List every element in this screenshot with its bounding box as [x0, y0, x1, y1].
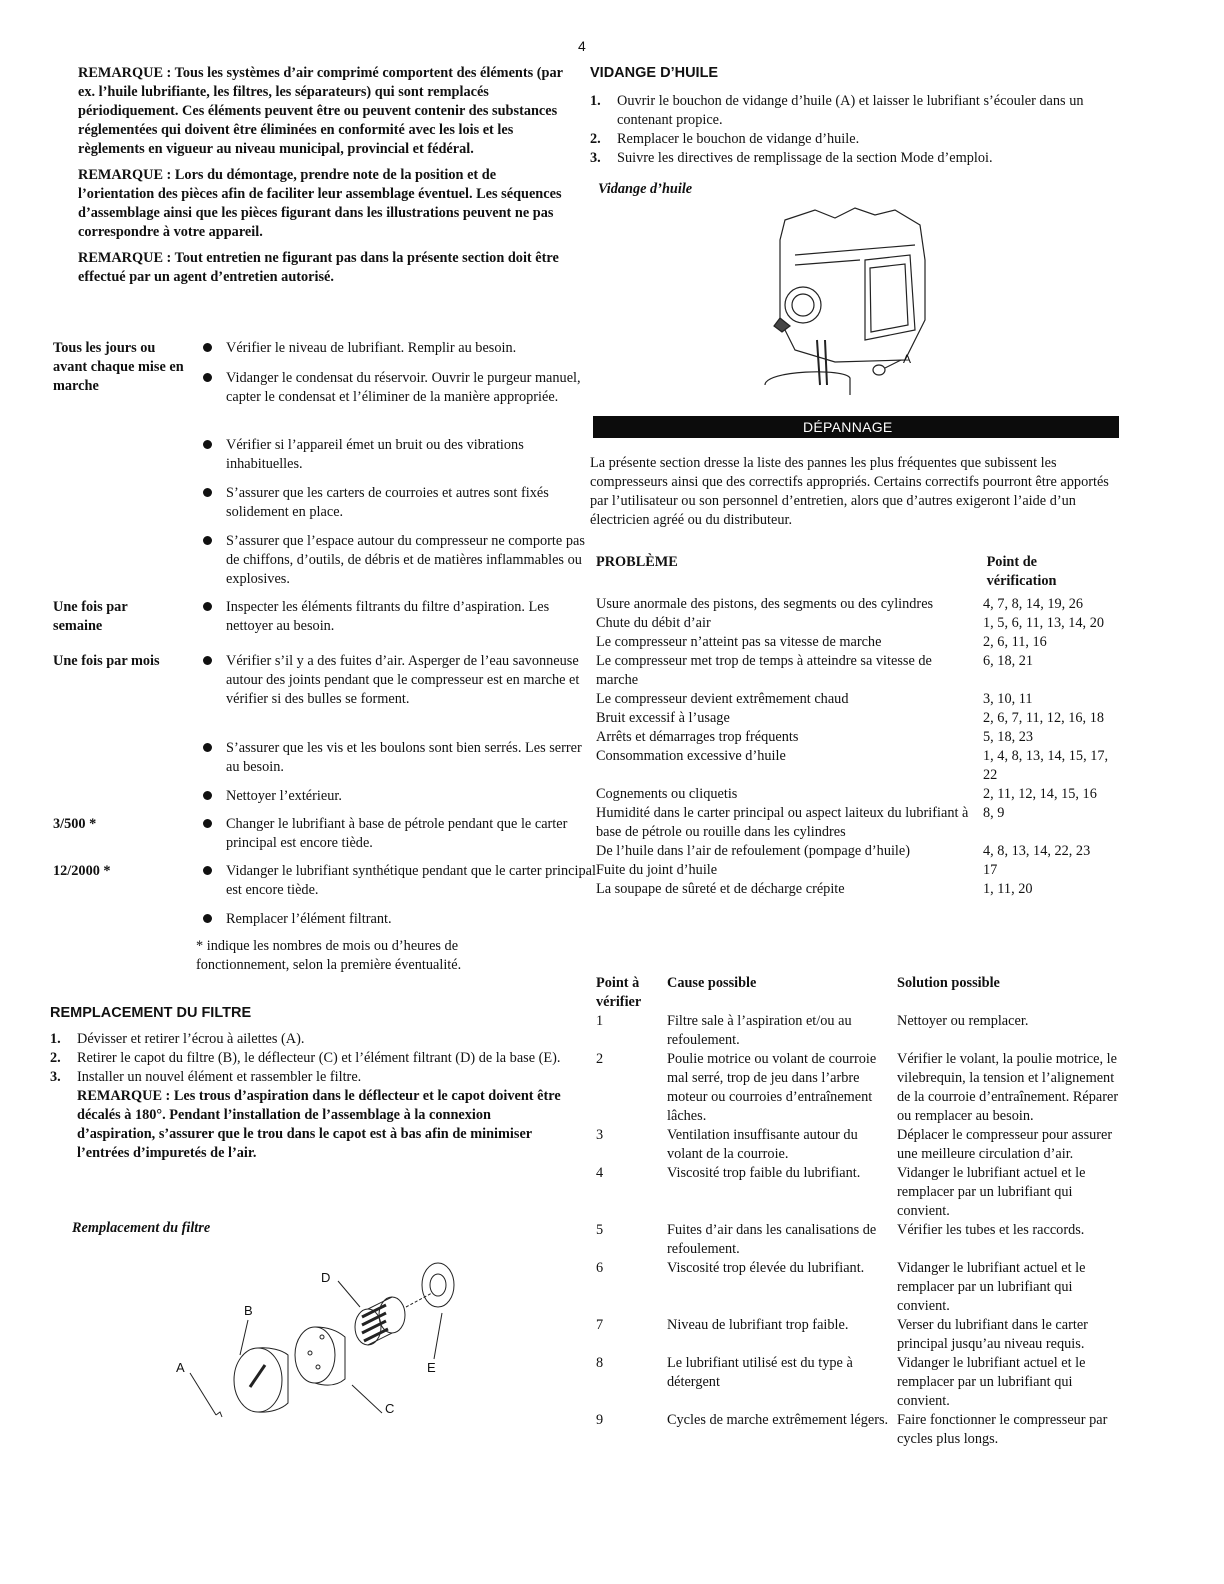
schedule-item: Vidanger le lubrifiant synthétique pendant que le carter principal est encore tiède. — [203, 862, 596, 900]
problem-check-points: 3, 10, 11 — [983, 691, 1033, 707]
solution-text: Vidanger le lubrifiant actuel et le remplacer par un lubrifiant qui convient. — [897, 1260, 1086, 1314]
figure-label-b: B — [244, 1303, 253, 1318]
drain-pan — [765, 372, 850, 395]
problem-check-points: 6, 18, 21 — [983, 653, 1034, 669]
cause-row — [596, 1012, 1126, 1050]
schedule-item: Vérifier si l’appareil émet un bruit ou des vibrations inhabituelles. — [203, 436, 596, 474]
filter-element — [355, 1297, 405, 1345]
cause-check-point: 3 — [596, 1127, 604, 1143]
filter-cap — [234, 1348, 282, 1412]
cause-row — [596, 1164, 1126, 1221]
oil-figure-caption: Vidange d’huile — [598, 181, 693, 197]
solution-text: Vérifier le volant, la poulie motrice, le vilebrequin, la tension et l’alignement de la courroie d’entraînement. Réparer ou remplacer au besoin. — [897, 1051, 1119, 1124]
filter-note: REMARQUE : Les trous d’aspiration dans le déflecteur et le capot doivent être décalés à 180°. Pendant l’installation de l’assemblage à la connexion d’aspiration, s’assurer que le trou dans le capot est à bas afin de minimiser l’entrées d’impuretés de l’air. — [77, 1088, 561, 1161]
sight-glass — [785, 287, 821, 323]
solution-text: Vidanger le lubrifiant actuel et le remplacer par un lubrifiant qui convient. — [897, 1165, 1086, 1219]
cause-text: Poulie motrice ou volant de courroie mal serré, trop de jeu dans l’arbre moteur ou courroies d’entraînement lâches. — [667, 1051, 877, 1124]
solution-text: Déplacer le compresseur pour assurer une meilleure circulation d’air. — [897, 1127, 1113, 1162]
bullet-icon — [203, 373, 212, 382]
cause-check-point: 7 — [596, 1317, 604, 1333]
solution-text: Vidanger le lubrifiant actuel et le remplacer par un lubrifiant qui convient. — [897, 1355, 1086, 1409]
cause-text: Viscosité trop élevée du lubrifiant. — [667, 1260, 865, 1276]
schedule-item: S’assurer que l’espace autour du compresseur ne comporte pas de chiffons, d’outils, de débris et de matières inflammables ou explosives. — [203, 532, 596, 589]
bullet-icon — [203, 914, 212, 923]
cause-row — [596, 1354, 1126, 1411]
figure-label-d: D — [321, 1270, 331, 1285]
oil-section-title: VIDANGE D’HUILE — [590, 65, 719, 81]
oil-figure-label-a: A — [903, 352, 912, 366]
cause-text: Viscosité trop faible du lubrifiant. — [667, 1165, 861, 1181]
filter-baffle — [295, 1327, 335, 1383]
problem-text: Cognements ou cliquetis — [596, 786, 738, 802]
problem-check-points: 2, 6, 7, 11, 12, 16, 18 — [983, 710, 1104, 726]
schedule-label-3-500: 3/500 * — [53, 816, 97, 832]
notes-block — [78, 64, 564, 294]
problem-check-points: 17 — [983, 862, 998, 878]
schedule-label-daily: Tous les jours ou avant chaque mise en marche — [53, 340, 184, 394]
problem-text: Arrêts et démarrages trop fréquents — [596, 729, 799, 745]
cause-text: Filtre sale à l’aspiration et/ou au refoulement. — [667, 1013, 852, 1048]
problem-text: Le compresseur n’atteint pas sa vitesse de marche — [596, 634, 882, 650]
cause-check-point: 5 — [596, 1222, 604, 1238]
bullet-icon — [203, 819, 212, 828]
problem-row — [596, 595, 1126, 614]
cause-row — [596, 1126, 1126, 1164]
cause-check-point: 1 — [596, 1013, 604, 1029]
filter-steps — [50, 1030, 566, 1163]
bullet-icon — [203, 743, 212, 752]
possible-cause-header: Cause possible — [667, 975, 757, 991]
cause-row — [596, 1221, 1126, 1259]
problem-text: Le compresseur devient extrêmement chaud — [596, 691, 849, 707]
oil-drain-diagram — [755, 200, 955, 395]
cause-row — [596, 1316, 1126, 1354]
cause-row — [596, 1411, 1126, 1449]
filter-base — [422, 1263, 454, 1307]
schedule-item: Vidanger le condensat du réservoir. Ouvrir le purgeur manuel, capter le condensat et l’éliminer de la manière appropriée. — [203, 369, 596, 407]
cause-text: Fuites d’air dans les canalisations de refoulement. — [667, 1222, 877, 1257]
oil-step: 3. Suivre les directives de remplissage de la section Mode d’emploi. — [590, 150, 993, 166]
bullet-icon — [203, 440, 212, 449]
problem-row — [596, 785, 1126, 804]
problem-row — [596, 728, 1126, 747]
solution-text: Vérifier les tubes et les raccords. — [897, 1222, 1085, 1238]
problem-check-points: 1, 11, 20 — [983, 881, 1033, 897]
problem-row — [596, 633, 1126, 652]
problem-row — [596, 690, 1126, 709]
cause-check-point: 6 — [596, 1260, 604, 1276]
solution-text: Faire fonctionner le compresseur par cycles plus longs. — [897, 1412, 1108, 1447]
schedule-item: Nettoyer l’extérieur. — [203, 787, 596, 806]
check-point-header: Point à vérifier — [596, 975, 642, 1010]
problem-row — [596, 842, 1126, 861]
cause-text: Niveau de lubrifiant trop faible. — [667, 1317, 849, 1333]
cause-check-point: 8 — [596, 1355, 604, 1371]
possible-solution-header: Solution possible — [897, 975, 1000, 991]
troubleshooting-banner-title: DÉPANNAGE — [803, 419, 893, 435]
problem-text: Consommation excessive d’huile — [596, 748, 786, 764]
bullet-icon — [203, 536, 212, 545]
cause-text: Le lubrifiant utilisé est du type à détergent — [667, 1355, 853, 1390]
troubleshooting-banner — [593, 416, 1119, 438]
cause-check-point: 9 — [596, 1412, 604, 1428]
schedule-label-12-2000: 12/2000 * — [53, 863, 111, 879]
problem-text: Le compresseur met trop de temps à atteindre sa vitesse de marche — [596, 653, 932, 688]
problem-text: Usure anormale des pistons, des segments ou des cylindres — [596, 596, 934, 612]
problem-text: De l’huile dans l’air de refoulement (pompage d’huile) — [596, 843, 911, 859]
drain-plug-removed-icon — [873, 365, 885, 375]
schedule-label-monthly: Une fois par mois — [53, 653, 160, 669]
schedule-item: Vérifier s’il y a des fuites d’air. Asperger de l’eau savonneuse autour des joints pendant que le compresseur est en marche et vérifier si des bulles se forment. — [203, 652, 596, 709]
schedule-item: Vérifier le niveau de lubrifiant. Remplir au besoin. — [203, 339, 596, 358]
oil-steps — [590, 92, 1130, 168]
problem-row — [596, 652, 1126, 690]
cause-table-header — [596, 974, 1126, 1012]
drain-plug-icon — [774, 318, 790, 332]
filter-diagram — [170, 1255, 470, 1425]
schedule-item: Inspecter les éléments filtrants du filtre d’aspiration. Les nettoyer au besoin. — [203, 598, 596, 636]
cause-text: Cycles de marche extrêmement légers. — [667, 1412, 889, 1428]
bullet-icon — [203, 791, 212, 800]
problem-table — [596, 553, 1126, 899]
cause-text: Ventilation insuffisante autour du volant de la courroie. — [667, 1127, 858, 1162]
problem-check-points: 4, 8, 13, 14, 22, 23 — [983, 843, 1091, 859]
note-disassembly: REMARQUE : Lors du démontage, prendre note de la position et de l’orientation des pièces afin de faciliter leur assemblage éventuel. Les séquences d’assemblage ainsi que les pièces figurant dans les illustrations peuvent ne pas correspondre à votre appareil. — [78, 167, 562, 240]
cause-check-point: 2 — [596, 1051, 604, 1067]
problem-row — [596, 804, 1126, 842]
problem-row — [596, 880, 1126, 899]
problem-check-points: 4, 7, 8, 14, 19, 26 — [983, 596, 1084, 612]
oil-stream — [817, 340, 827, 385]
oil-step: 2. Remplacer le bouchon de vidange d’huile. — [590, 131, 860, 147]
filter-step: 2. Retirer le capot du filtre (B), le déflecteur (C) et l’élément filtrant (D) de la base (E). — [50, 1050, 561, 1066]
problem-check-points: 2, 11, 12, 14, 15, 16 — [983, 786, 1097, 802]
problem-check-points: 1, 4, 8, 13, 14, 15, 17, 22 — [983, 748, 1109, 783]
problem-row — [596, 709, 1126, 728]
check-header: Point de vérification — [986, 554, 1057, 589]
oil-step: 1. Ouvrir le bouchon de vidange d’huile (A) et laisser le lubrifiant s’écouler dans un contenant propice. — [590, 93, 1084, 128]
filter-step: 1. Dévisser et retirer l’écrou à ailettes (A). — [50, 1031, 305, 1047]
problem-check-points: 2, 6, 11, 16 — [983, 634, 1047, 650]
figure-label-a: A — [176, 1360, 185, 1375]
troubleshooting-intro: La présente section dresse la liste des pannes les plus fréquentes que subissent les compresseurs ainsi que des correctifs appropriés. Certains correctifs pourront être apportés par l’utilisateur ou son personnel d’entretien, alors que d’autres exigeront l’aide d’un électricien agréé ou du distributeur. — [590, 455, 1109, 528]
filter-step: 3. Installer un nouvel élément et rassembler le filtre. REMARQUE : Les trous d’aspiration dans le déflecteur et le capot doivent être décalés à 180°. Pendant l’installation de l’assemblage à la connexion d’aspiration, s’assurer que le trou dans le capot est à bas afin de minimiser l’entrées d’impuretés de l’air. — [50, 1068, 566, 1163]
schedule-label-weekly: Une fois par semaine — [53, 599, 128, 634]
problem-table-header — [596, 553, 1126, 591]
solution-text: Nettoyer ou remplacer. — [897, 1013, 1029, 1029]
crankcase-outline — [780, 208, 925, 362]
note-authorized-service: REMARQUE : Tout entretien ne figurant pas dans la présente section doit être effectué par un agent d’entretien autorisé. — [78, 250, 559, 285]
problem-check-points: 8, 9 — [983, 805, 1005, 821]
problem-check-points: 1, 5, 6, 11, 13, 14, 20 — [983, 615, 1104, 631]
schedule-item: Remplacer l’élément filtrant. — [203, 910, 596, 929]
bullet-icon — [203, 343, 212, 352]
problem-text: La soupape de sûreté et de décharge crépite — [596, 881, 845, 897]
problem-row — [596, 614, 1126, 633]
problem-text: Fuite du joint d’huile — [596, 862, 718, 878]
cause-row — [596, 1259, 1126, 1316]
problem-text: Humidité dans le carter principal ou aspect laiteux du lubrifiant à base de pétrole ou rouille dans les cylindres — [596, 805, 969, 840]
schedule-footnote: * indique les nombres de mois ou d’heures de fonctionnement, selon la première éventualité. — [196, 938, 462, 973]
schedule-item: S’assurer que les vis et les boulons sont bien serrés. Les serrer au besoin. — [203, 739, 596, 777]
cause-row — [596, 1050, 1126, 1126]
filter-section-title: REMPLACEMENT DU FILTRE — [50, 1005, 252, 1021]
bullet-icon — [203, 656, 212, 665]
bullet-icon — [203, 488, 212, 497]
page-number: 4 — [578, 38, 586, 54]
cause-table — [596, 974, 1126, 1449]
problem-row — [596, 747, 1126, 785]
schedule-item: S’assurer que les carters de courroies et autres sont fixés solidement en place. — [203, 484, 596, 522]
cause-check-point: 4 — [596, 1165, 604, 1181]
problem-row — [596, 861, 1126, 880]
problem-text: Chute du débit d’air — [596, 615, 711, 631]
bullet-icon — [203, 866, 212, 875]
schedule-item: Changer le lubrifiant à base de pétrole pendant que le carter principal est encore tiède. — [203, 815, 596, 853]
figure-label-e: E — [427, 1360, 436, 1375]
problem-header: PROBLÈME — [596, 554, 678, 570]
problem-text: Bruit excessif à l’usage — [596, 710, 730, 726]
filter-figure-caption: Remplacement du filtre — [72, 1220, 211, 1236]
note-disposal: REMARQUE : Tous les systèmes d’air comprimé comportent des éléments (par ex. l’huile lubrifiante, les filtres, les séparateurs) qui sont remplacés périodiquement. Ces éléments peuvent être ou peuvent contenir des substances réglementées qui doivent être éliminées en conformité avec les lois et les règlements en vigueur au niveau municipal, provincial et fédéral. — [78, 65, 563, 157]
wing-nut-slot — [250, 1365, 265, 1387]
solution-text: Verser du lubrifiant dans le carter principal jusqu’au niveau requis. — [897, 1317, 1088, 1352]
figure-label-c: C — [385, 1401, 395, 1416]
bullet-icon — [203, 602, 212, 611]
problem-check-points: 5, 18, 23 — [983, 729, 1034, 745]
